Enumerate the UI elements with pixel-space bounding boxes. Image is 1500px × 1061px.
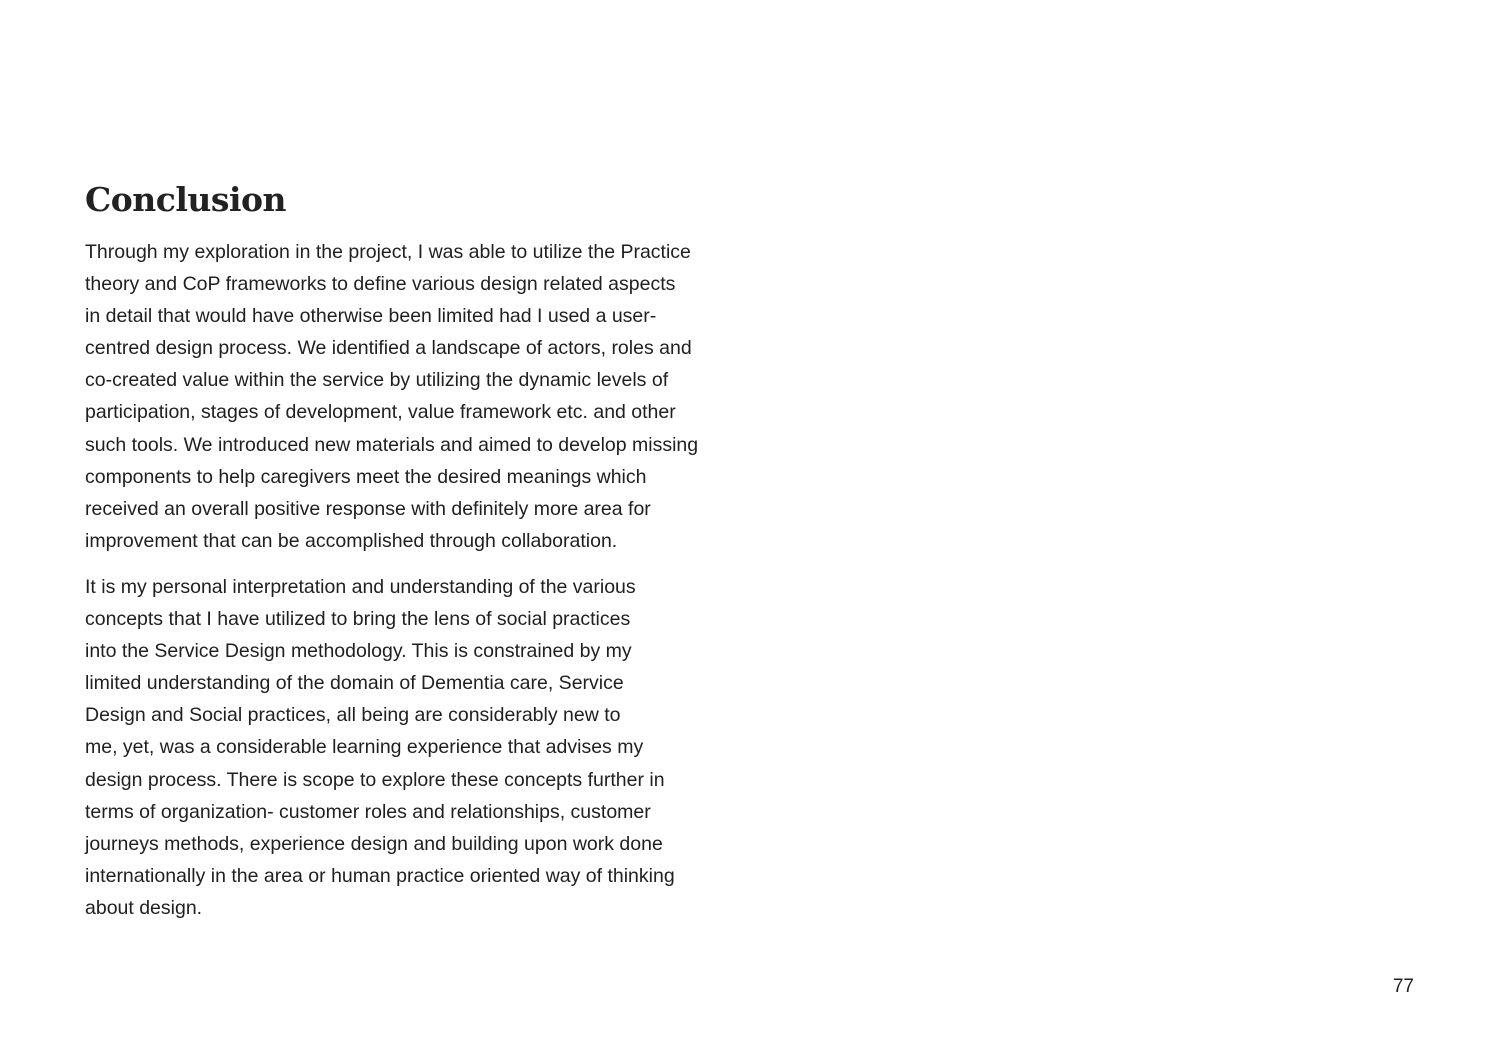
paragraph-2-line: into the Service Design methodology. This is constrained by my bbox=[85, 640, 632, 663]
paragraph-2-line: It is my personal interpretation and understanding of the various bbox=[85, 575, 636, 598]
paragraph-1-line: theory and CoP frameworks to define various design related aspects bbox=[85, 273, 676, 296]
paragraph-1-line: Through my exploration in the project, I was able to utilize the Practice bbox=[85, 241, 691, 263]
paragraph-2-line: about design. bbox=[85, 896, 203, 919]
content-column bbox=[85, 178, 745, 938]
page-number: 77 bbox=[1392, 976, 1414, 997]
paragraph-1-line: components to help caregivers meet the desired meanings which bbox=[85, 465, 647, 488]
paragraph-1-line: centred design process. We identified a landscape of actors, roles and bbox=[85, 337, 692, 360]
paragraph-1 bbox=[85, 236, 745, 557]
paragraph-2-line: internationally in the area or human practice oriented way of thinking bbox=[85, 864, 675, 887]
paragraph-2-line: me, yet, was a considerable learning experience that advises my bbox=[85, 736, 644, 759]
section-title: Conclusion bbox=[85, 180, 287, 219]
paragraph-2-line: journeys methods, experience design and building upon work done bbox=[85, 832, 663, 855]
paragraph-2-line: terms of organization- customer roles and relationships, customer bbox=[85, 800, 651, 823]
paragraph-1-line: such tools. We introduced new materials and aimed to develop missing bbox=[85, 433, 699, 456]
paragraph-2-line: design process. There is scope to explore these concepts further in bbox=[85, 768, 665, 791]
paragraph-1-line: improvement that can be accomplished through collaboration. bbox=[85, 529, 618, 552]
paragraph-1-line: received an overall positive response with definitely more area for bbox=[85, 497, 651, 520]
paragraph-2 bbox=[85, 571, 745, 924]
paragraph-2-line: limited understanding of the domain of Dementia care, Service bbox=[85, 672, 624, 695]
paragraph-2-line: concepts that I have utilized to bring the lens of social practices bbox=[85, 608, 631, 631]
paragraph-1-line: participation, stages of development, value framework etc. and other bbox=[85, 401, 676, 424]
paragraph-1-line: in detail that would have otherwise been limited had I used a user- bbox=[85, 305, 657, 328]
paragraph-2-line: Design and Social practices, all being are considerably new to bbox=[85, 704, 621, 727]
paragraph-1-line: co-created value within the service by utilizing the dynamic levels of bbox=[85, 369, 669, 392]
